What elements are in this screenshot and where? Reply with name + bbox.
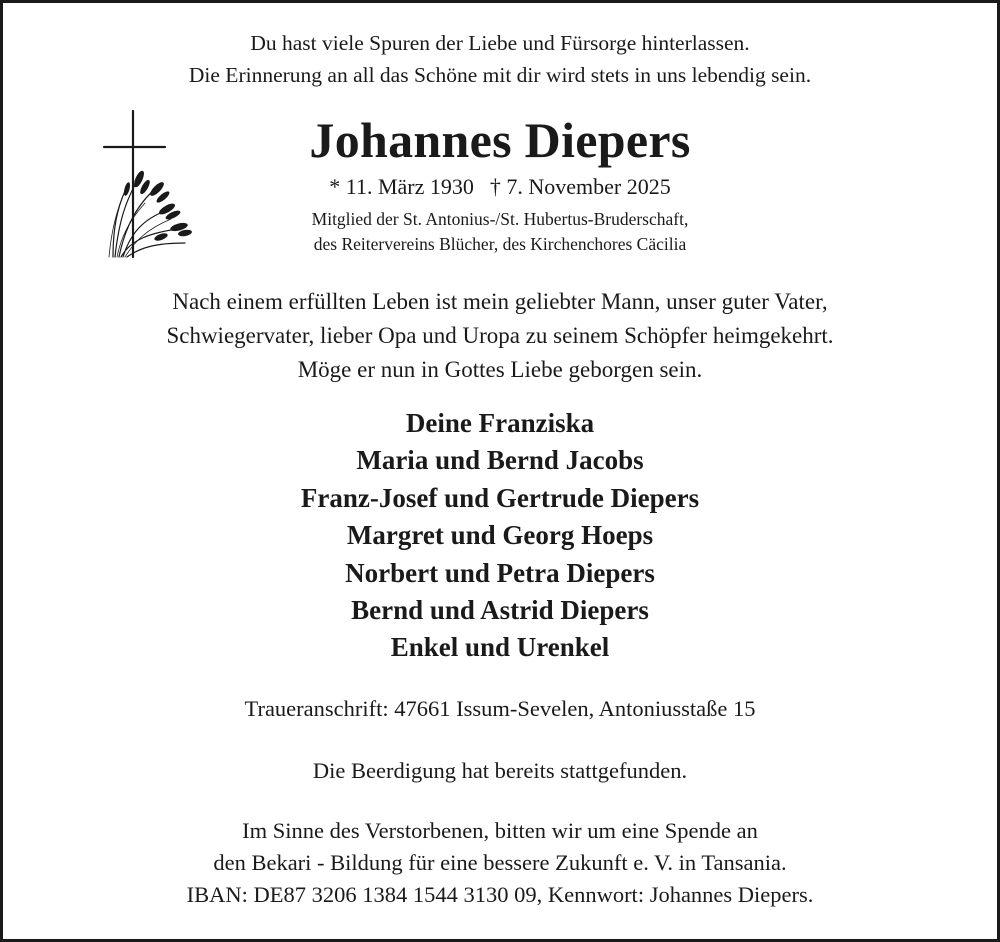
quote-line: Du hast viele Spuren der Liebe und Fürsorge hinterlassen. (250, 31, 750, 55)
deceased-name: Johannes Diepers (309, 112, 691, 168)
donation-line: Im Sinne des Verstorbenen, bitten wir um eine Spende an (242, 818, 758, 843)
mourner-name: Norbert und Petra Diepers (345, 557, 655, 588)
mourner-name: Deine Franziska (405, 408, 595, 438)
obituary-text-line: Nach einem erfüllten Leben ist mein geliebter Mann, unser guter Vater, (172, 289, 828, 314)
mourner-name: Bernd und Astrid Diepers (351, 595, 649, 626)
quote-line: Die Erinnerung an all das Schöne mit dir wird stets in uns lebendig sein. (188, 63, 812, 87)
mourner-name: Margret und Georg Hoeps (346, 520, 654, 551)
membership-line: des Reitervereins Blücher, des Kirchenchores Cäcilia (313, 234, 687, 254)
donation-line: IBAN: DE87 3206 1384 1544 3130 09, Kennwort: Johannes Diepers. (186, 882, 814, 907)
membership-info (3, 207, 997, 257)
obituary-text-line: Schwiegervater, lieber Opa und Uropa zu seinem Schöpfer heimgekehrt. (166, 323, 834, 348)
donation-line: den Bekari - Bildung für eine bessere Zukunft e. V. in Tansania. (213, 850, 787, 875)
death-date: † 7. November 2025 (489, 174, 671, 199)
funeral-note: Die Beerdigung hat bereits stattgefunden. (312, 758, 688, 783)
mourning-address: Traueranschrift: 47661 Issum-Sevelen, Antoniusstaße 15 (244, 696, 756, 721)
membership-line: Mitglied der St. Antonius-/St. Hubertus-Bruderschaft, (311, 209, 689, 229)
mourner-name: Franz-Josef und Gertrude Diepers (300, 482, 700, 513)
obituary-text-line: Möge er nun in Gottes Liebe geborgen sein. (297, 357, 703, 382)
memorial-quote (3, 27, 997, 91)
mourner-name: Maria und Bernd Jacobs (356, 445, 644, 476)
obituary-text (3, 285, 997, 387)
birth-date: * 11. März 1930 (329, 174, 474, 199)
life-dates (3, 173, 997, 201)
mourner-name: Enkel und Urenkel (390, 632, 610, 663)
mourners-list (3, 405, 997, 667)
donation-request (3, 815, 997, 911)
